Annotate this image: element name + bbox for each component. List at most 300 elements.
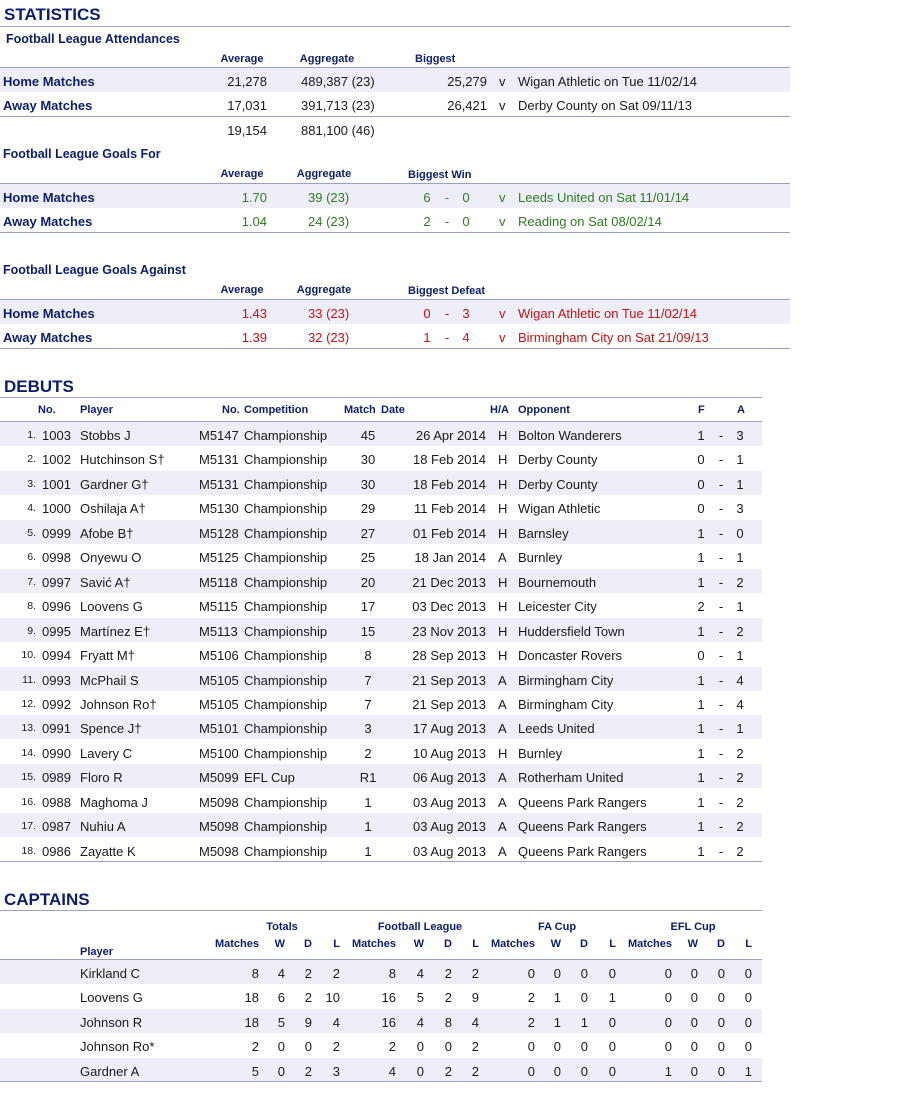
opponent: Wigan Athletic	[518, 501, 601, 516]
goals-for-col-biggest: Biggest Win	[408, 169, 472, 181]
match-number: M5118	[199, 575, 238, 590]
debuts-body-rule	[0, 861, 762, 862]
captain-stat: 4	[471, 1015, 479, 1030]
match-round: 20	[360, 575, 376, 590]
goals-against-average: 1.43	[241, 306, 267, 321]
captain-stat: 4	[416, 966, 424, 981]
score-dash: -	[718, 819, 724, 834]
score-against: 4	[736, 673, 744, 688]
captain-stat: 0	[664, 990, 672, 1005]
match-number: M5115	[199, 599, 238, 614]
row-index: 9.	[27, 625, 36, 637]
score-for: 1	[697, 795, 705, 810]
match-date: 21 Sep 2013	[412, 673, 486, 688]
score-for: 1	[697, 721, 705, 736]
row-index: 7.	[27, 576, 36, 588]
captains-subheader-w: W	[687, 938, 698, 950]
score-for: 1	[697, 844, 705, 859]
opponent: Burnley	[518, 746, 563, 761]
debuts-heading: DEBUTS	[4, 377, 74, 396]
player-name: Martínez E†	[80, 624, 151, 639]
competition: Championship	[244, 550, 328, 565]
home-away: A	[498, 697, 507, 712]
captains-subheader-l: L	[609, 938, 616, 950]
captain-stat: 2	[471, 966, 479, 981]
match-date: 10 Aug 2013	[412, 746, 486, 761]
opponent: Birmingham City	[518, 673, 614, 688]
competition: Championship	[244, 721, 328, 736]
captain-stat: 0	[744, 1015, 752, 1030]
score-against: 1	[736, 477, 744, 492]
score-for: 1	[697, 428, 705, 443]
home-away: A	[498, 721, 507, 736]
captain-stat: 0	[690, 990, 698, 1005]
home-away: H	[498, 452, 508, 467]
opponent: Queens Park Rangers	[518, 819, 647, 834]
home-away: A	[498, 819, 507, 834]
versus-label: v	[499, 330, 506, 345]
match-date: 03 Aug 2013	[412, 795, 486, 810]
score-for: 1	[697, 550, 705, 565]
captains-subheader-d: D	[717, 938, 725, 950]
player-name: Lavery C	[80, 746, 133, 761]
score-dash: -	[718, 795, 724, 810]
captains-subheader-d: D	[304, 938, 312, 950]
player-name: Spence J†	[80, 721, 142, 736]
captains-col-player: Player	[80, 946, 114, 958]
match-number: M5098	[199, 844, 239, 859]
opponent: Derby County	[518, 477, 598, 492]
score-against: 1	[736, 648, 744, 663]
player-number: 0995	[42, 624, 71, 639]
match-date: 21 Dec 2013	[412, 575, 486, 590]
goals-for-aggregate: 39 (23)	[308, 190, 350, 205]
captain-stat: 5	[251, 1064, 259, 1079]
score-against: 2	[736, 575, 744, 590]
captains-heading: CAPTAINS	[4, 890, 90, 909]
captain-stat: 1	[744, 1064, 752, 1079]
captain-stat: 0	[416, 1039, 424, 1054]
captain-name: Gardner A	[80, 1064, 140, 1079]
competition: EFL Cup	[244, 770, 295, 785]
goals-against-col-biggest: Biggest Defeat	[408, 285, 486, 297]
row-index: 15.	[21, 771, 36, 783]
statistics-heading: STATISTICS	[4, 5, 101, 24]
captain-stat: 0	[717, 1064, 725, 1079]
match-date: 18 Feb 2014	[412, 452, 486, 467]
row-index: 12.	[21, 698, 36, 710]
goals-against-aggregate: 32 (23)	[308, 330, 350, 345]
score-for: 6	[423, 190, 431, 205]
competition: Championship	[244, 624, 328, 639]
home-away: H	[498, 526, 508, 541]
captain-stat: 8	[251, 966, 259, 981]
match-date: 01 Feb 2014	[412, 526, 486, 541]
attendance-biggest: 26,421	[447, 98, 487, 113]
captain-stat: 0	[744, 1039, 752, 1054]
score-dash: -	[718, 721, 724, 736]
captain-stat: 2	[527, 990, 535, 1005]
opponent: Queens Park Rangers	[518, 795, 647, 810]
player-number: 0987	[42, 819, 71, 834]
row-index: 11.	[22, 674, 36, 686]
opponent: Leeds United	[518, 721, 595, 736]
player-number: 0989	[42, 770, 71, 785]
debuts-col-ha: H/A	[490, 404, 509, 416]
score-dash: -	[718, 770, 724, 785]
score-dash: -	[718, 501, 724, 516]
score-dash: -	[718, 746, 724, 761]
captains-group-efl-cup: EFL Cup	[670, 921, 716, 933]
captain-stat: 0	[580, 1039, 588, 1054]
match-number: M5128	[199, 526, 239, 541]
row-index: 1.	[27, 429, 36, 441]
versus-label: v	[499, 98, 506, 113]
player-number: 0991	[42, 721, 71, 736]
captain-stat: 0	[527, 966, 535, 981]
goals-for-detail: Reading on Sat 08/02/14	[518, 214, 662, 229]
captain-stat: 2	[388, 1039, 396, 1054]
debuts-col-no: No.	[38, 404, 56, 416]
row-index: 14.	[21, 747, 36, 759]
opponent: Rotherham United	[518, 770, 624, 785]
player-name: Fryatt M†	[80, 648, 135, 663]
match-round: 25	[360, 550, 376, 565]
home-away: H	[498, 648, 508, 663]
score-against: 4	[736, 697, 744, 712]
captain-stat: 5	[277, 1015, 285, 1030]
captain-stat: 2	[332, 966, 340, 981]
score-dash: -	[444, 190, 450, 205]
match-number: M5125	[199, 550, 239, 565]
match-round: 29	[360, 501, 376, 516]
match-date: 06 Aug 2013	[412, 770, 486, 785]
captains-subheader-d: D	[580, 938, 588, 950]
match-round: 17	[360, 599, 376, 614]
goals-for-aggregate: 24 (23)	[308, 214, 350, 229]
match-number: M5101	[199, 721, 239, 736]
debuts-col-match: Match	[344, 404, 376, 416]
home-away: H	[498, 624, 508, 639]
score-against: 3	[736, 428, 744, 443]
match-round: 15	[360, 624, 376, 639]
captains-body-rule	[0, 1081, 762, 1082]
player-name: Floro R	[80, 770, 123, 785]
goals-for-col-average: Average	[220, 168, 264, 180]
home-away: A	[498, 673, 507, 688]
score-against: 1	[736, 452, 744, 467]
player-number: 0992	[42, 697, 71, 712]
score-against: 2	[736, 844, 744, 859]
captain-stat: 0	[664, 1039, 672, 1054]
player-number: 0993	[42, 673, 71, 688]
score-dash: -	[718, 624, 724, 639]
home-away: A	[498, 550, 507, 565]
row-index: 13.	[21, 722, 36, 734]
player-number: 1003	[42, 428, 71, 443]
match-date: 03 Dec 2013	[412, 599, 486, 614]
versus-label: v	[499, 214, 506, 229]
row-index: 5.	[27, 527, 36, 539]
score-for: 1	[697, 746, 705, 761]
debuts-col-a: A	[737, 404, 745, 416]
player-name: Loovens G	[80, 599, 143, 614]
score-for: 0	[697, 501, 705, 516]
captains-divider	[0, 910, 762, 911]
versus-label: v	[499, 306, 506, 321]
match-date: 28 Sep 2013	[412, 648, 486, 663]
match-date: 03 Aug 2013	[412, 844, 486, 859]
competition: Championship	[244, 575, 328, 590]
competition: Championship	[244, 648, 328, 663]
score-dash: -	[718, 673, 724, 688]
score-dash: -	[718, 697, 724, 712]
captain-stat: 2	[444, 990, 452, 1005]
captain-stat: 9	[304, 1015, 312, 1030]
score-for: 1	[697, 673, 705, 688]
captain-stat: 0	[690, 1015, 698, 1030]
score-against: 1	[736, 599, 744, 614]
row-label: Away Matches	[3, 214, 93, 229]
match-round: R1	[359, 770, 377, 785]
player-name: Hutchinson S†	[80, 452, 165, 467]
score-dash: -	[718, 452, 724, 467]
goals-against-title: Football League Goals Against	[3, 263, 186, 277]
goals-against-body-rule	[0, 348, 790, 349]
match-number: M5106	[199, 648, 239, 663]
captains-subheader-w: W	[550, 938, 561, 950]
match-date: 03 Aug 2013	[412, 819, 486, 834]
score-dash: -	[718, 575, 724, 590]
match-date: 18 Jan 2014	[414, 550, 486, 565]
captains-subheader-matches: Matches	[490, 938, 535, 950]
captain-stat: 1	[608, 990, 616, 1005]
goals-for-col-aggregate: Aggregate	[296, 168, 352, 180]
opponent: Leicester City	[518, 599, 597, 614]
captain-stat: 1	[580, 1015, 588, 1030]
player-name: Stobbs J	[80, 428, 131, 443]
score-dash: -	[718, 550, 724, 565]
captain-stat: 2	[251, 1039, 259, 1054]
captain-stat: 2	[527, 1015, 535, 1030]
home-away: A	[498, 770, 507, 785]
captain-stat: 0	[690, 1039, 698, 1054]
match-round: 7	[364, 697, 372, 712]
captain-stat: 0	[664, 966, 672, 981]
goals-against-average: 1.39	[241, 330, 267, 345]
player-name: McPhail S	[80, 673, 139, 688]
competition: Championship	[244, 746, 328, 761]
versus-label: v	[499, 74, 506, 89]
captain-stat: 0	[444, 1039, 452, 1054]
captain-stat: 3	[332, 1064, 340, 1079]
captain-stat: 0	[553, 1064, 561, 1079]
goals-for-average: 1.04	[241, 214, 267, 229]
score-dash: -	[444, 306, 450, 321]
attendance-detail: Derby County on Sat 09/11/13	[518, 98, 692, 113]
captain-name: Johnson R	[80, 1015, 143, 1030]
score-against: 2	[736, 624, 744, 639]
home-away: H	[498, 746, 508, 761]
captain-stat: 4	[332, 1015, 340, 1030]
captain-stat: 0	[608, 1015, 616, 1030]
row-label: Home Matches	[3, 74, 95, 89]
opponent: Bolton Wanderers	[518, 428, 622, 443]
match-date: 17 Aug 2013	[412, 721, 486, 736]
debuts-col-date: Date	[381, 404, 405, 416]
match-date: 21 Sep 2013	[412, 697, 486, 712]
attendances-title: Football League Attendances	[6, 32, 180, 46]
match-date: 23 Nov 2013	[412, 624, 486, 639]
opponent: Derby County	[518, 452, 598, 467]
captains-subheader-matches: Matches	[627, 938, 672, 950]
player-number: 1001	[42, 477, 71, 492]
captains-subheader-l: L	[333, 938, 340, 950]
captain-stat: 0	[277, 1064, 285, 1079]
player-number: 0997	[42, 575, 71, 590]
competition: Championship	[244, 844, 328, 859]
score-for: 0	[697, 477, 705, 492]
score-against: 1	[736, 721, 744, 736]
captain-stat: 4	[277, 966, 285, 981]
captain-stat: 0	[690, 1064, 698, 1079]
captains-subheader-l: L	[745, 938, 752, 950]
player-number: 1002	[42, 452, 71, 467]
score-for: 1	[697, 819, 705, 834]
score-against: 0	[462, 190, 470, 205]
player-name: Johnson Ro†	[80, 697, 157, 712]
player-number: 0986	[42, 844, 71, 859]
captain-stat: 1	[553, 1015, 561, 1030]
captain-stat: 0	[717, 1039, 725, 1054]
match-number: M5131	[199, 477, 239, 492]
row-index: 3.	[27, 478, 36, 490]
row-index: 6.	[27, 551, 36, 563]
opponent: Birmingham City	[518, 697, 614, 712]
match-date: 26 Apr 2014	[415, 428, 486, 443]
row-index: 16.	[21, 796, 36, 808]
player-name: Savić A†	[80, 575, 131, 590]
competition: Championship	[244, 428, 328, 443]
goals-against-detail: Wigan Athletic on Tue 11/02/14	[518, 306, 697, 321]
opponent: Huddersfield Town	[518, 624, 625, 639]
competition: Championship	[244, 477, 328, 492]
captain-stat: 6	[277, 990, 285, 1005]
captain-stat: 2	[471, 1064, 479, 1079]
score-dash: -	[718, 477, 724, 492]
attendance-average: 17,031	[227, 98, 267, 113]
player-name: Afobe B†	[80, 526, 134, 541]
goals-against-col-aggregate: Aggregate	[296, 284, 352, 296]
versus-label: v	[499, 190, 506, 205]
match-round: 7	[364, 673, 372, 688]
captain-stat: 0	[608, 1064, 616, 1079]
row-index: 17.	[21, 820, 36, 832]
captain-name: Kirkland C	[80, 966, 140, 981]
score-against: 2	[736, 746, 744, 761]
captain-stat: 0	[717, 1015, 725, 1030]
player-name: Zayatte K	[80, 844, 136, 859]
score-dash: -	[718, 599, 724, 614]
captain-stat: 2	[304, 1064, 312, 1079]
score-for: 1	[697, 770, 705, 785]
competition: Championship	[244, 452, 328, 467]
home-away: H	[498, 428, 508, 443]
score-for: 1	[697, 624, 705, 639]
captain-stat: 0	[608, 966, 616, 981]
home-away: H	[498, 477, 508, 492]
competition: Championship	[244, 673, 328, 688]
captain-stat: 0	[580, 1064, 588, 1079]
goals-for-title: Football League Goals For	[3, 147, 161, 161]
captain-stat: 2	[304, 990, 312, 1005]
match-round: 1	[364, 844, 372, 859]
attendance-aggregate: 489,387 (23)	[301, 74, 375, 89]
row-label: Home Matches	[3, 306, 95, 321]
captain-stat: 9	[471, 990, 479, 1005]
competition: Championship	[244, 526, 328, 541]
captain-stat: 18	[244, 990, 259, 1005]
captain-stat: 4	[416, 1015, 424, 1030]
player-number: 1000	[42, 501, 71, 516]
captain-stat: 8	[444, 1015, 452, 1030]
statistics-divider	[0, 26, 790, 27]
player-name: Gardner G†	[80, 477, 149, 492]
home-away: H	[498, 575, 508, 590]
score-dash: -	[718, 844, 724, 859]
score-for: 1	[423, 330, 431, 345]
captain-stat: 0	[416, 1064, 424, 1079]
match-number: M5147	[199, 428, 239, 443]
player-name: Oshilaja A†	[80, 501, 146, 516]
competition: Championship	[244, 819, 328, 834]
match-number: M5105	[199, 697, 239, 712]
score-against: 2	[736, 819, 744, 834]
score-for: 1	[697, 575, 705, 590]
player-number: 0994	[42, 648, 71, 663]
captain-stat: 2	[304, 966, 312, 981]
captain-stat: 0	[717, 990, 725, 1005]
match-round: 45	[360, 428, 376, 443]
goals-against-detail: Birmingham City on Sat 21/09/13	[518, 330, 709, 345]
match-number: M5131	[199, 452, 239, 467]
attendance-aggregate: 391,713 (23)	[301, 98, 375, 113]
opponent: Burnley	[518, 550, 563, 565]
row-index: 10.	[21, 649, 36, 661]
captain-stat: 16	[381, 990, 396, 1005]
attendances-col-average: Average	[220, 53, 264, 65]
debuts-col-match-no: No.	[222, 404, 240, 416]
captains-subheader-matches: Matches	[351, 938, 396, 950]
competition: Championship	[244, 697, 328, 712]
debuts-col-opponent: Opponent	[518, 404, 570, 416]
player-number: 0998	[42, 550, 71, 565]
player-name: Onyewu O	[80, 550, 142, 565]
captains-subheader-w: W	[274, 938, 285, 950]
captain-stat: 0	[553, 1039, 561, 1054]
captain-stat: 2	[444, 966, 452, 981]
player-number: 0996	[42, 599, 71, 614]
match-round: 1	[364, 819, 372, 834]
captain-stat: 18	[244, 1015, 259, 1030]
debuts-divider	[0, 397, 762, 398]
captain-stat: 0	[527, 1064, 535, 1079]
home-away: A	[498, 795, 507, 810]
score-for: 1	[697, 526, 705, 541]
captain-stat: 10	[325, 990, 340, 1005]
captain-stat: 0	[553, 966, 561, 981]
captain-stat: 2	[444, 1064, 452, 1079]
